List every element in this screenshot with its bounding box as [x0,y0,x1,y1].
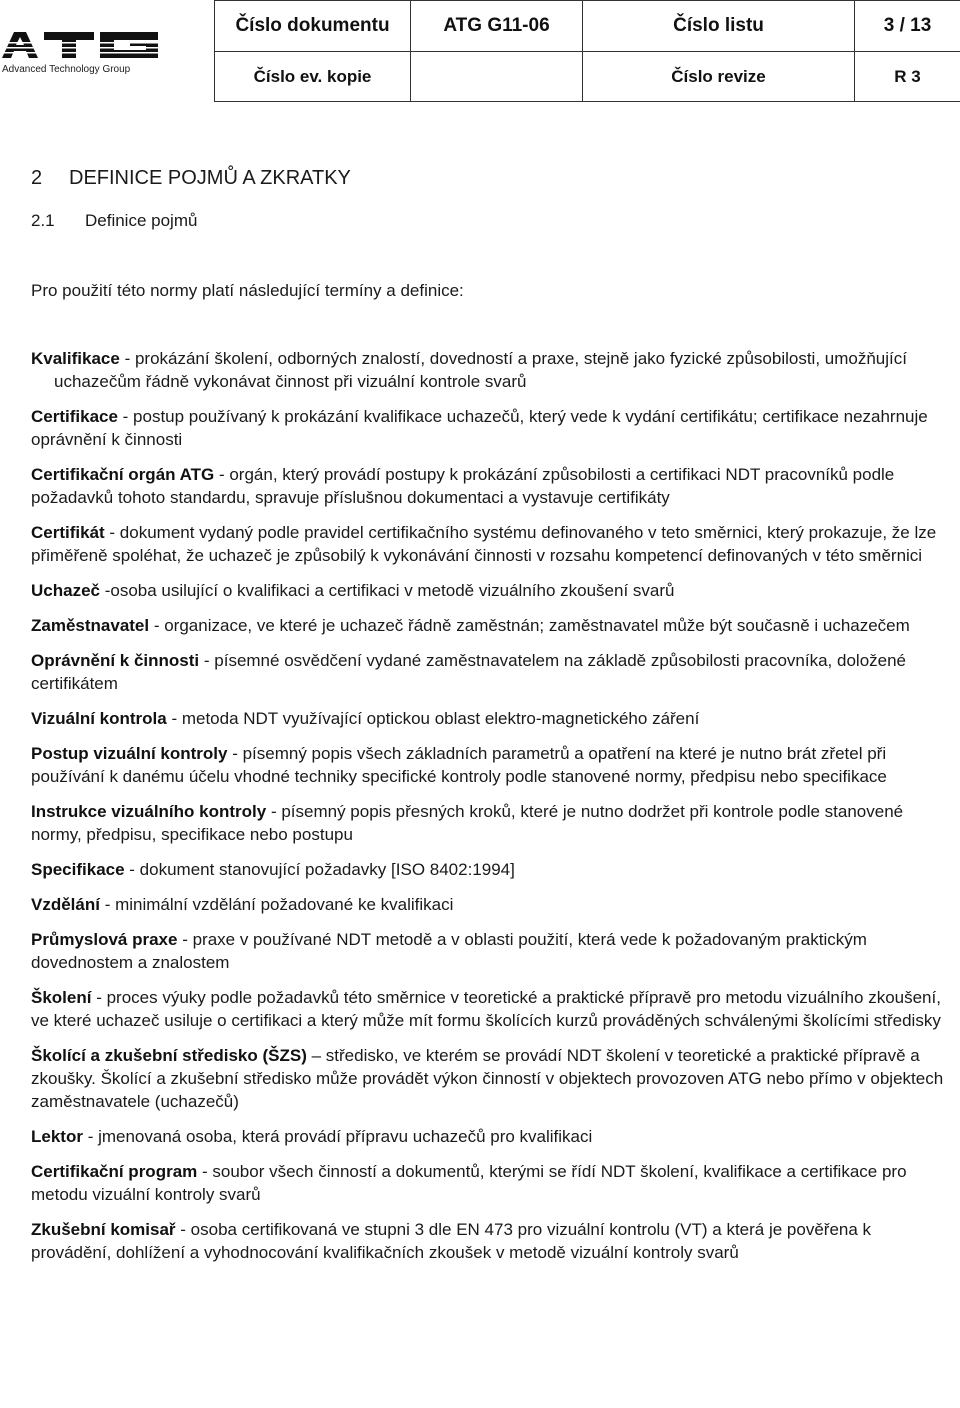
company-logo [0,30,170,80]
definition-text: - písemný popis přesných kroků, které je nutno dodržet při kontrole podle stanovené normy, předpisu, specifikace nebo postupu [31,802,904,844]
definition-text: - prokázání školení, odborných znalostí, dovedností a praxe, stejně jako fyzické způsobilosti, umožňující uchazečům řádně vykonávat činnost při vizuální kontrole svarů [54,349,907,391]
sheet-label: Číslo listu [583,1,855,52]
definition-item [31,928,951,974]
definition-item [31,858,951,881]
section-number: 2 [31,167,43,189]
definition-item [31,463,951,509]
subsection-title: Definice pojmů [85,211,198,230]
sheet-value: 3 / 13 [855,1,960,52]
copy-label: Číslo ev. kopie [215,52,411,102]
definition-text: - jmenovaná osoba, která provádí přípravu uchazečů pro kvalifikaci [82,1127,593,1146]
definition-term: Oprávnění k činnosti [31,651,200,670]
definition-item [31,800,951,846]
definition-term: Certifikace [31,407,118,426]
definition-text: - postup používaný k prokázání kvalifikace uchazečů, který vede k vydání certifikátu; certifikace nezahrnuje oprávnění k činnosti [31,407,928,449]
definition-text: - organizace, ve které je uchazeč řádně zaměstnán; zaměstnavatel může být současně i uchazečem [149,616,910,635]
definition-text: - osoba certifikovaná ve stupni 3 dle EN 473 pro vizuální kontrolu (VT) a která je pověřena k provádění, dohlížení a vyhodnocování kvalifikačních zkoušek v metodě vizuální kontroly svarů [31,1220,872,1262]
definition-text: - písemný popis všech základních parametrů a opatření na které je nutno brát zřetel při používání k danému účelu vhodné techniky specifické kontroly podle stanovené normy, předpisu nebo specifikace [31,744,887,786]
definition-term: Zaměstnavatel [31,616,150,635]
definition-term: Lektor [31,1127,83,1146]
definition-term: Zkušební komisař [31,1220,176,1239]
definition-term: Certifikační program [31,1162,198,1181]
definition-item [31,1044,951,1113]
definition-text: - metoda NDT využívající optickou oblast elektro-magnetického záření [166,709,700,728]
definition-text: - minimální vzdělání požadované ke kvalifikaci [99,895,454,914]
definition-term: Vizuální kontrola [31,709,167,728]
revision-value: R 3 [855,52,960,102]
definition-text: - písemné osvědčení vydané zaměstnavatelem na základě způsobilosti pracovníka, doložené certifikátem [31,651,907,693]
definition-item [31,347,951,393]
definition-text: - dokument vydaný podle pravidel certifikačního systému definovaného v teto směrnici, který prokazuje, že lze přiměřeně spoléhat, že uchazeč je způsobilý k vykonávání činnosti v rozsahu kompetencí definovaných v této směrnici [31,523,937,565]
definition-item [31,614,951,637]
definition-item [31,579,951,602]
doc-number-label: Číslo dokumentu [215,1,411,52]
copy-value [411,52,583,102]
definition-item [31,1218,951,1264]
definition-text: – středisko, ve kterém se provádí NDT školení v teoretické a praktické přípravě a zkoušky. Školící a zkušební středisko může provádět výkon činností v objektech provozoven ATG nebo přímo v objektech zaměstnavatele (uchazečů) [31,1046,944,1111]
doc-number-value: ATG G11-06 [411,1,583,52]
definition-term: Školící a zkušební středisko (ŠZS) [31,1046,307,1065]
definition-text: - proces výuky podle požadavků této směrnice v teoretické a praktické přípravě pro metodu vizuálního zkoušení, ve které uchazeč usiluje o certifikaci a který může mít formu školících kurzů prováděných schválenými školícími středisky [31,988,941,1030]
definition-term: Průmyslová praxe [31,930,178,949]
definition-item [31,742,951,788]
document-header-table [214,0,960,102]
section-title: DEFINICE POJMŮ A ZKRATKY [69,167,351,189]
intro-paragraph: Pro použití této normy platí následující termíny a definice: [31,281,464,300]
definition-text: - praxe v používané NDT metodě a v oblasti použití, která vede k požadovaným praktickým dovednostem a znalostem [31,930,867,972]
logo-tagline: Advanced Technology Group [2,64,131,75]
atg-logo-icon [0,30,160,60]
definition-text: -osoba usilující o kvalifikaci a certifikaci v metodě vizuálního zkoušení svarů [99,581,675,600]
definition-term: Specifikace [31,860,125,879]
definition-term: Vzdělání [31,895,100,914]
definition-text: - orgán, který provádí postupy k prokázání způsobilosti a certifikaci NDT pracovníků podle požadavků tohoto standardu, spravuje příslušnou dokumentaci a vystavuje certifikáty [31,465,895,507]
definition-term: Certifikační orgán ATG [31,465,215,484]
definition-term: Uchazeč [31,581,100,600]
definition-item [31,986,951,1032]
subsection-number: 2.1 [31,211,55,230]
definition-term: Certifikát [31,523,105,542]
definition-term: Postup vizuální kontroly [31,744,228,763]
definition-item [31,707,951,730]
definition-item [31,521,951,567]
definition-term: Instrukce vizuálního kontroly [31,802,267,821]
revision-label: Číslo revize [583,52,855,102]
definition-item [31,1160,951,1206]
definition-term: Kvalifikace [31,349,120,368]
definition-item [31,649,951,695]
definition-item [31,893,951,916]
definition-item [31,405,951,451]
definitions-list [31,347,951,1276]
definition-text: - dokument stanovující požadavky [ISO 8402:1994] [124,860,515,879]
section-heading [31,167,351,190]
definition-term: Školení [31,988,92,1007]
definition-item [31,1125,951,1148]
subsection-heading [31,209,197,232]
definition-text: - soubor všech činností a dokumentů, kterými se řídí NDT školení, kvalifikace a certifikace pro metodu vizuální kontroly svarů [31,1162,907,1204]
